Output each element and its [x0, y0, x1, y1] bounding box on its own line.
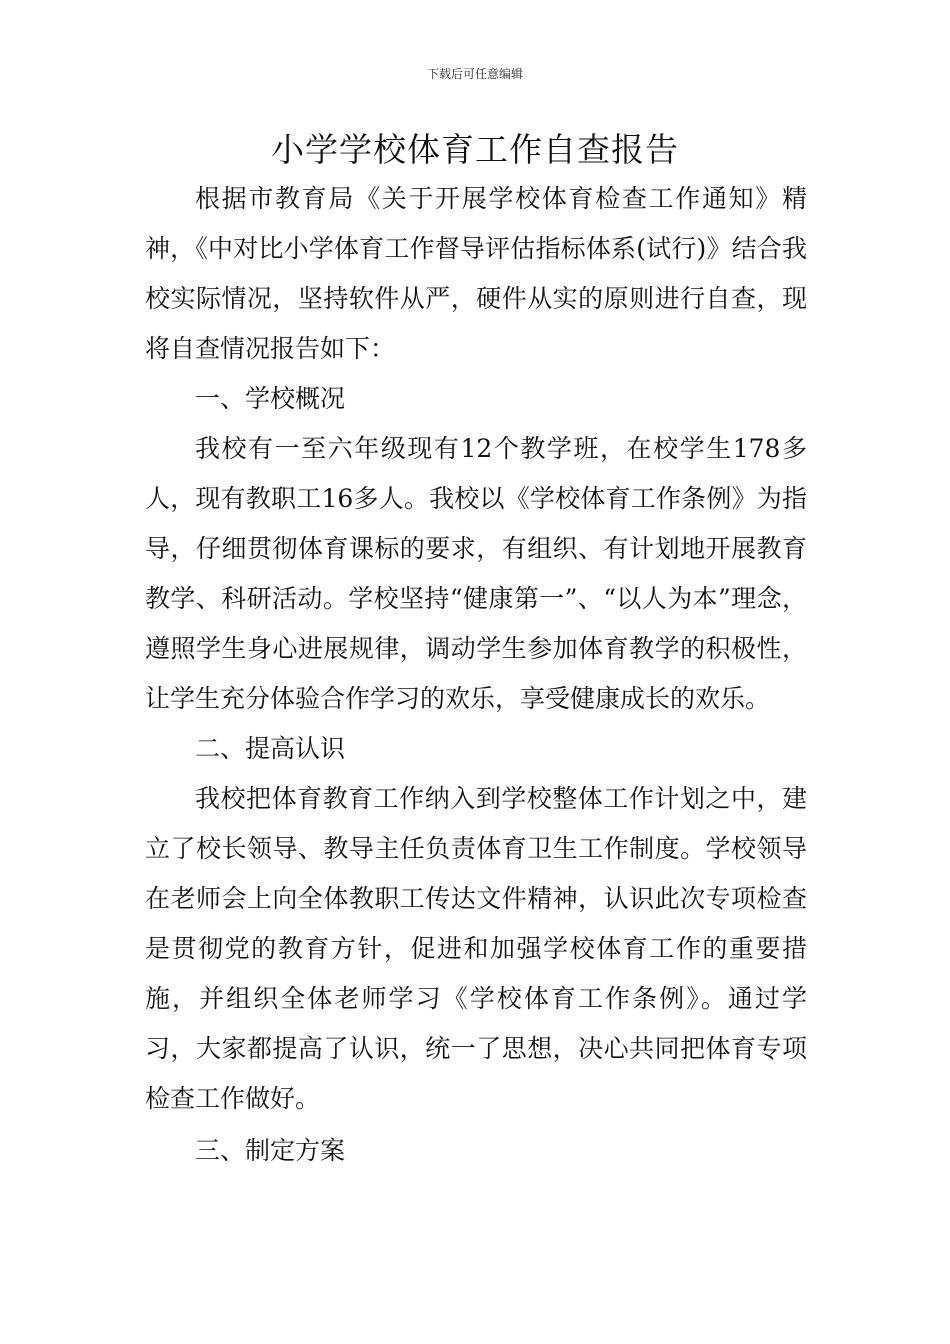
document-body [145, 174, 807, 1176]
intro-paragraph: 根据市教育局《关于开展学校体育检查工作通知》精神，《中对比小学体育工作督导评估指标体系(试行)》结合我校实际情况，坚持软件从严，硬件从实的原则进行自查，现将自查情况报告如下： [145, 184, 807, 363]
section-heading-plan: 三、制定方案 [195, 1136, 346, 1165]
section-body-overview: 我校有一至六年级现有12个教学班，在校学生178多人，现有教职工16多人。我校以《学校体育工作条例》为指导，仔细贯彻体育课标的要求，有组织、有计划地开展教育教学、科研活动。学校坚持“健康第一”、“以人为本”理念，遵照学生身心进展规律，调动学生参加体育教学的积极性，让学生充分体验合作学习的欢乐，享受健康成长的欢乐。 [145, 434, 807, 713]
section-body-awareness: 我校把体育教育工作纳入到学校整体工作计划之中，建立了校长领导、教导主任负责体育卫生工作制度。学校领导在老师会上向全体教职工传达文件精神，认识此次专项检查是贯彻党的教育方针，促进和加强学校体育工作的重要措施，并组织全体老师学习《学校体育工作条例》。通过学习，大家都提高了认识，统一了思想，决心共同把体育专项检查工作做好。 [145, 784, 807, 1113]
section-heading-awareness: 二、提高认识 [195, 734, 346, 763]
header-note: 下载后可任意编辑 [426, 67, 523, 81]
section-heading-overview: 一、学校概况 [195, 384, 346, 413]
page-title: 小学学校体育工作自查报告 [271, 130, 679, 169]
